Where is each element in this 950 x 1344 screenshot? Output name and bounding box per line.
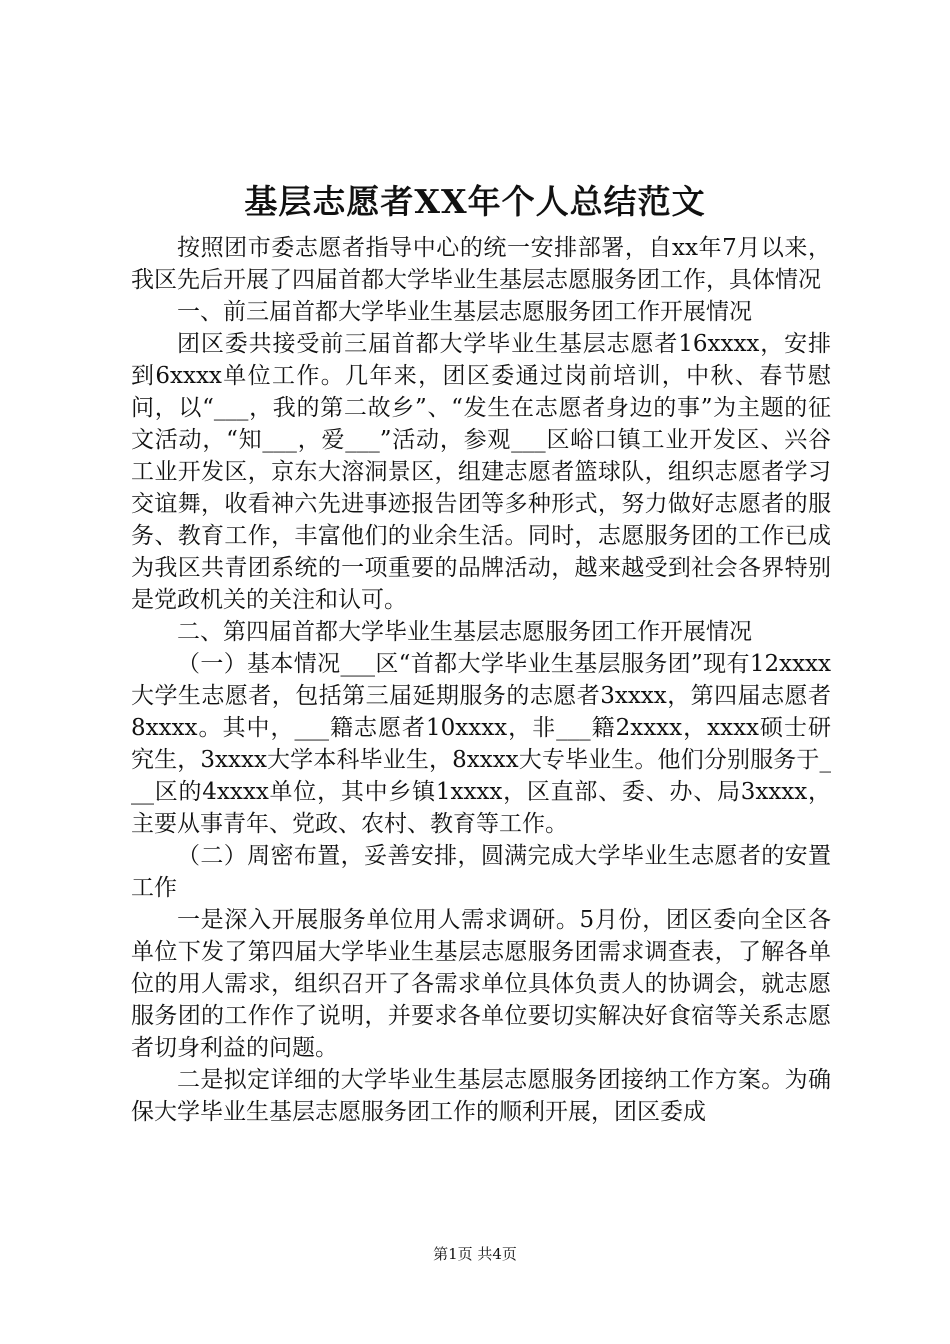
document-title: 基层志愿者XX年个人总结范文 (244, 182, 706, 221)
paragraph: 按照团市委志愿者指导中心的统一安排部署，自xx年7月以来，我区先后开展了四届首都大学毕业生基层志愿服务团工作，具体情况 (131, 235, 831, 293)
paragraph: 一是深入开展服务单位用人需求调研。5月份，团区委向全区各单位下发了第四届大学毕业生基层志愿服务团需求调查表，了解各单位的用人需求，组织召开了各需求单位具体负责人的协调会，就志愿服务团的工作作了说明，并要求各单位要切实解决好食宿等关系志愿者切身利益的问题。 (131, 907, 831, 1061)
subsection-heading: （二）周密布置，妥善安排，圆满完成大学毕业生志愿者的安置工作 (131, 843, 831, 901)
document-body (131, 232, 831, 1128)
page-number-footer: 第1页 共4页 (433, 1245, 517, 1263)
paragraph: 团区委共接受前三届首都大学毕业生基层志愿者16xxxx，安排到6xxxx单位工作。几年来，团区委通过岗前培训，中秋、春节慰问，以“___，我的第二故乡”、“发生在志愿者身边的事”为主题的征文活动，“知___，爱___”活动，参观___区峪口镇工业开发区、兴谷工业开发区，京东大溶洞景区，组建志愿者篮球队，组织志愿者学习交谊舞，收看神六先进事迹报告团等多种形式，努力做好志愿者的服务、教育工作，丰富他们的业余生活。同时，志愿服务团的工作已成为我区共青团系统的一项重要的品牌活动，越来越受到社会各界特别是党政机关的关注和认可。 (131, 331, 831, 613)
paragraph: 二是拟定详细的大学毕业生基层志愿服务团接纳工作方案。为确保大学毕业生基层志愿服务团工作的顺利开展，团区委成 (131, 1067, 831, 1125)
section-heading: 一、前三届首都大学毕业生基层志愿服务团工作开展情况 (177, 299, 752, 325)
section-heading: 二、第四届首都大学毕业生基层志愿服务团工作开展情况 (177, 619, 752, 645)
paragraph: （一）基本情况___区“首都大学毕业生基层服务团”现有12xxxx大学生志愿者，包括第三届延期服务的志愿者3xxxx，第四届志愿者8xxxx。其中，___籍志愿者10xxxx，非___籍2xxxx，xxxx硕士研究生，3xxxx大学本科毕业生，8xxxx大专毕业生。他们分别服务于___区的4xxxx单位，其中乡镇1xxxx，区直部、委、办、局3xxxx，主要从事青年、党政、农村、教育等工作。 (131, 651, 831, 837)
